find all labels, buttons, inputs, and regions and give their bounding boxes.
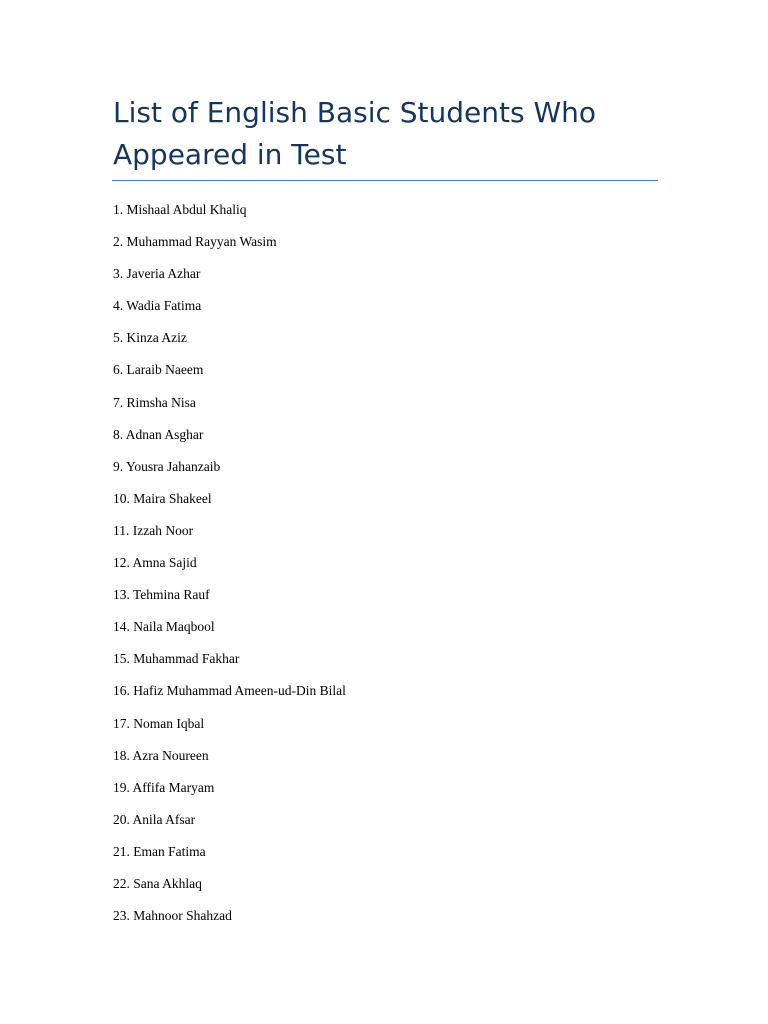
student-item: 22. Sana Akhlaq (113, 875, 202, 891)
student-item: 1. Mishaal Abdul Khaliq (113, 202, 247, 217)
student-item: 4. Wadia Fatima (113, 298, 202, 314)
student-item: 10. Maira Shakeel (113, 490, 212, 506)
student-item: 16. Hafiz Muhammad Ameen-ud-Din Bilal (113, 683, 346, 699)
title-underline (112, 180, 658, 181)
student-item: 19. Affifa Maryam (113, 779, 215, 795)
student-item: 15. Muhammad Fakhar (113, 651, 240, 667)
student-item: 8. Adnan Asghar (113, 426, 204, 442)
student-item: 11. Izzah Noor (113, 522, 194, 538)
student-item: 7. Rimsha Nisa (113, 394, 196, 410)
student-item: 3. Javeria Azhar (113, 266, 201, 282)
student-list (113, 200, 346, 938)
student-item: 18. Azra Noureen (113, 747, 209, 763)
student-item: 12. Amna Sajid (113, 555, 197, 571)
student-item: 13. Tehmina Rauf (113, 587, 210, 603)
student-item: 5. Kinza Aziz (113, 330, 187, 346)
document-title: List of English Basic Students Who Appeared in Test (113, 96, 597, 171)
student-item: 9. Yousra Jahanzaib (113, 458, 221, 474)
student-item: 21. Eman Fatima (113, 843, 206, 859)
student-item: 6. Laraib Naeem (113, 362, 204, 378)
student-item: 2. Muhammad Rayyan Wasim (113, 234, 277, 250)
student-item: 14. Naila Maqbool (113, 619, 215, 635)
student-item: 20. Anila Afsar (113, 811, 196, 827)
student-item: 17. Noman Iqbal (113, 715, 205, 731)
student-item: 23. Mahnoor Shahzad (113, 908, 232, 924)
